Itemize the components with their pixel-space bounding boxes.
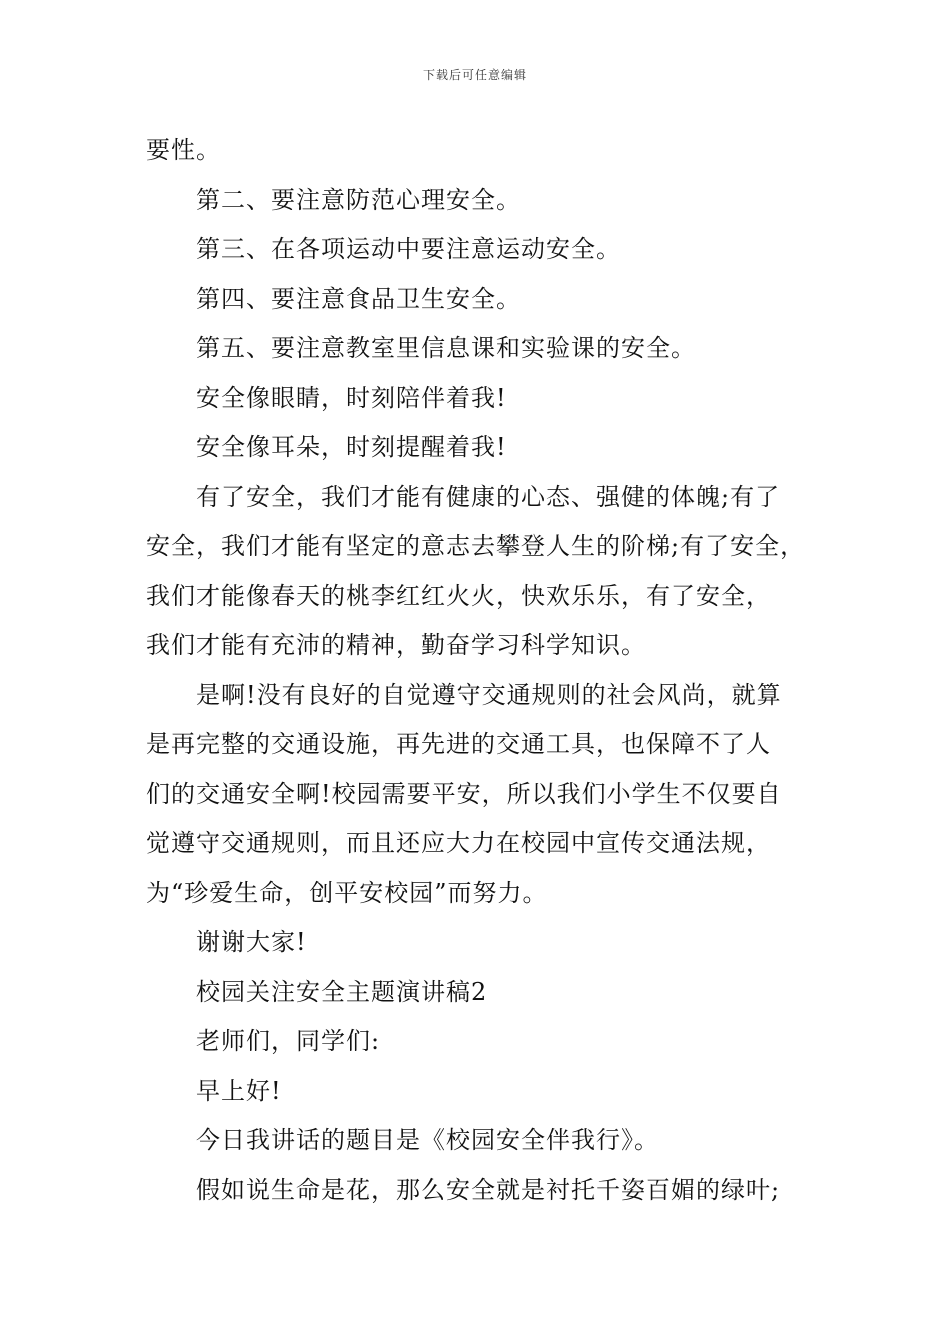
text-line: 第二、要注意防范心理安全。 xyxy=(196,185,521,214)
text-line: 是再完整的交通设施，再先进的交通工具，也保障不了人 xyxy=(146,730,771,758)
text-line: 第四、要注意食品卫生安全。 xyxy=(196,284,521,313)
text-line: 为“珍爱生命，创平安校园”而努力。 xyxy=(146,878,548,907)
text-line: 安全像耳朵，时刻提醒着我! xyxy=(196,433,507,461)
text-line: 我们才能有充沛的精神，勤奋学习科学知识。 xyxy=(146,631,646,659)
text-line: 觉遵守交通规则，而且还应大力在校园中宣传交通法规， xyxy=(146,829,771,857)
page-header: 下载后可任意编辑 xyxy=(422,68,527,82)
text-line: 安全像眼睛，时刻陪伴着我! xyxy=(196,383,507,412)
text-line: 今日我讲话的题目是《校园安全伴我行》。 xyxy=(196,1126,659,1154)
text-line: 早上好! xyxy=(196,1076,282,1105)
text-line: 要性。 xyxy=(146,136,221,164)
text-line: 是啊!没有良好的自觉遵守交通规则的社会风尚，就算 xyxy=(196,680,782,709)
section-title: 校园关注安全主题演讲稿2 xyxy=(196,977,488,1006)
text-line: 第三、在各项运动中要注意运动安全。 xyxy=(196,235,621,263)
text-line: 谢谢大家! xyxy=(196,928,307,956)
text-line: 有了安全，我们才能有健康的心态、强健的体魄;有了 xyxy=(196,482,781,511)
text-line: 们的交通安全啊!校园需要平安，所以我们小学生不仅要自 xyxy=(146,779,782,808)
text-line: 老师们，同学们: xyxy=(196,1027,381,1055)
text-line: 假如说生命是花，那么安全就是衬托千姿百媚的绿叶; xyxy=(196,1175,781,1204)
body-text xyxy=(146,126,826,1215)
text-line: 安全，我们才能有坚定的意志去攀登人生的阶梯;有了安全， xyxy=(146,532,806,560)
text-line: 第五、要注意教室里信息课和实验课的安全。 xyxy=(196,334,696,362)
text-line: 我们才能像春天的桃李红红火火，快欢乐乐，有了安全， xyxy=(146,581,771,610)
